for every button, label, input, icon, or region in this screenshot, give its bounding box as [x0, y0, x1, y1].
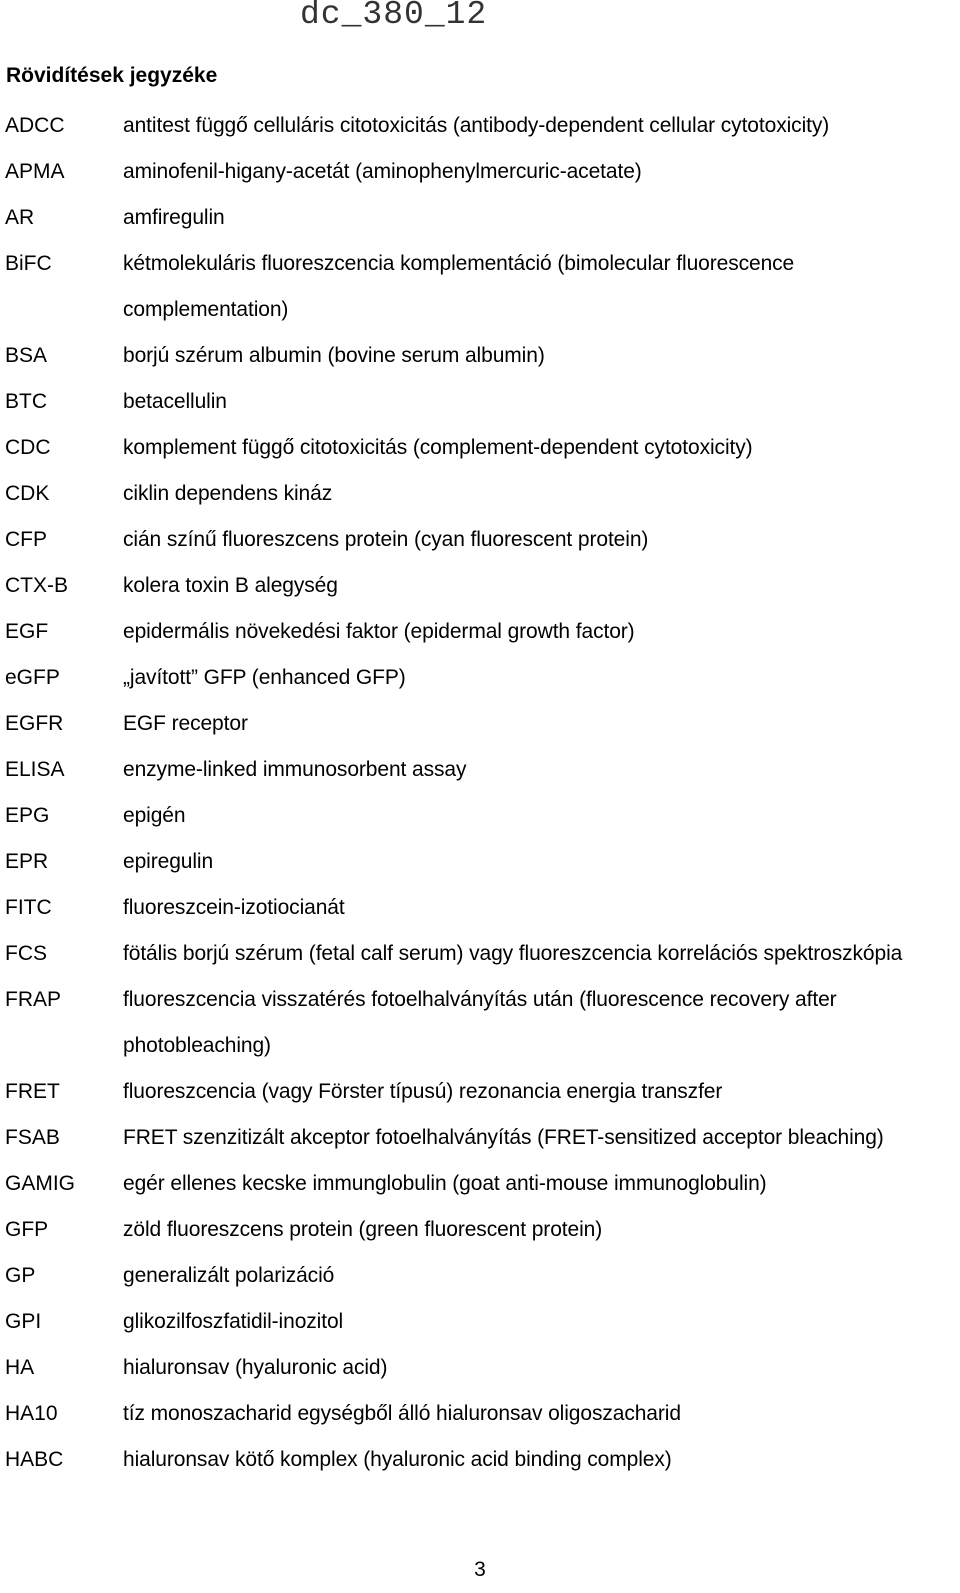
abbreviation-term: GAMIG [5, 1172, 76, 1195]
abbreviation-row [0, 839, 960, 885]
abbreviation-term: ADCC [5, 114, 65, 137]
abbreviation-row [0, 747, 960, 793]
abbreviation-term: FCS [5, 942, 47, 965]
abbreviation-definition: amfiregulin [123, 206, 225, 229]
abbreviation-row [0, 885, 960, 931]
abbreviation-definition: epigén [123, 804, 186, 827]
abbreviation-definition: antitest függő celluláris citotoxicitás (antibody-dependent cellular cytotoxicity) [123, 114, 830, 137]
abbreviation-definition: FRET szenzitizált akceptor fotoelhalványítás (FRET-sensitized acceptor bleaching) [123, 1126, 884, 1149]
abbreviation-term: CTX-B [5, 574, 68, 597]
abbreviation-term: BiFC [5, 252, 52, 275]
abbreviation-term: BSA [5, 344, 48, 367]
abbreviation-row [0, 793, 960, 839]
abbreviation-definition: kétmolekuláris fluoreszcencia komplementáció (bimolecular fluorescence complementation) [123, 252, 795, 321]
abbreviation-term: AR [5, 206, 35, 229]
abbreviation-definition: fluoreszcencia (vagy Förster típusú) rezonancia energia transzfer [123, 1080, 723, 1103]
abbreviation-row [0, 333, 960, 379]
abbreviation-definition: zöld fluoreszcens protein (green fluorescent protein) [123, 1218, 603, 1241]
abbreviation-term: CDC [5, 436, 51, 459]
abbreviation-definition: epiregulin [123, 850, 214, 873]
abbreviation-term: CFP [5, 528, 47, 551]
abbreviation-term: eGFP [5, 666, 60, 689]
abbreviation-row [0, 517, 960, 563]
abbreviation-row [0, 103, 960, 149]
abbreviation-row [0, 655, 960, 701]
abbreviation-definition: enzyme-linked immunosorbent assay [123, 758, 467, 781]
abbreviation-definition: epidermális növekedési faktor (epidermal growth factor) [123, 620, 635, 643]
abbreviation-definition: fötális borjú szérum (fetal calf serum) vagy fluoreszcencia korrelációs spektroszkópia [123, 942, 903, 965]
abbreviation-definition: komplement függő citotoxicitás (complement-dependent cytotoxicity) [123, 436, 753, 459]
abbreviation-row [0, 931, 960, 977]
abbreviation-row [0, 1299, 960, 1345]
abbreviation-definition: „javított” GFP (enhanced GFP) [123, 666, 406, 689]
abbreviation-term: GPI [5, 1310, 42, 1333]
abbreviation-row [0, 977, 960, 1069]
abbreviation-definition: EGF receptor [123, 712, 248, 735]
abbreviation-row [0, 1161, 960, 1207]
abbreviation-list [0, 103, 960, 1483]
abbreviation-row [0, 1253, 960, 1299]
abbreviation-definition: fluoreszcencia visszatérés fotoelhalványítás után (fluorescence recovery after photobleaching) [123, 988, 837, 1057]
abbreviation-row [0, 1207, 960, 1253]
page-number: 3 [474, 1558, 486, 1581]
abbreviation-definition: aminofenil-higany-acetát (aminophenylmercuric-acetate) [123, 160, 642, 183]
abbreviation-row [0, 701, 960, 747]
abbreviation-term: HA10 [5, 1402, 58, 1425]
abbreviation-definition: fluoreszcein-izotiocianát [123, 896, 345, 919]
abbreviation-term: HA [5, 1356, 35, 1379]
abbreviation-definition: ciklin dependens kináz [123, 482, 333, 505]
abbreviation-term: HABC [5, 1448, 64, 1471]
abbreviation-row [0, 1391, 960, 1437]
abbreviation-term: FITC [5, 896, 52, 919]
abbreviation-row [0, 241, 960, 333]
abbreviation-row [0, 1069, 960, 1115]
abbreviation-row [0, 425, 960, 471]
abbreviation-row [0, 471, 960, 517]
abbreviation-row [0, 1345, 960, 1391]
abbreviation-definition: betacellulin [123, 390, 227, 413]
abbreviation-term: EGF [5, 620, 49, 643]
abbreviation-term: BTC [5, 390, 47, 413]
abbreviation-definition: borjú szérum albumin (bovine serum albumin) [123, 344, 545, 367]
abbreviation-definition: egér ellenes kecske immunglobulin (goat anti-mouse immunoglobulin) [123, 1172, 767, 1195]
abbreviation-term: FRET [5, 1080, 60, 1103]
abbreviation-term: EPR [5, 850, 49, 873]
abbreviation-term: GP [5, 1264, 36, 1287]
abbreviation-row [0, 1437, 960, 1483]
abbreviation-row [0, 195, 960, 241]
abbreviation-definition: kolera toxin B alegység [123, 574, 338, 597]
abbreviation-row [0, 1115, 960, 1161]
abbreviation-term: CDK [5, 482, 50, 505]
abbreviation-definition: tíz monoszacharid egységből álló hialuronsav oligoszacharid [123, 1402, 681, 1425]
abbreviation-definition: hialuronsav (hyaluronic acid) [123, 1356, 388, 1379]
abbreviation-list-title: Rövidítések jegyzéke [6, 64, 218, 87]
abbreviation-term: EPG [5, 804, 50, 827]
abbreviation-term: EGFR [5, 712, 64, 735]
abbreviation-term: APMA [5, 160, 65, 183]
abbreviation-row [0, 149, 960, 195]
abbreviation-definition: glikozilfoszfatidil-inozitol [123, 1310, 344, 1333]
abbreviation-row [0, 379, 960, 425]
abbreviation-term: FRAP [5, 988, 62, 1011]
abbreviation-row [0, 563, 960, 609]
document-code-header: dc_380_12 [300, 0, 488, 33]
abbreviation-row [0, 609, 960, 655]
abbreviation-definition: cián színű fluoreszcens protein (cyan fluorescent protein) [123, 528, 649, 551]
abbreviation-term: FSAB [5, 1126, 60, 1149]
abbreviation-definition: hialuronsav kötő komplex (hyaluronic acid binding complex) [123, 1448, 672, 1471]
abbreviation-term: GFP [5, 1218, 49, 1241]
abbreviation-term: ELISA [5, 758, 65, 781]
abbreviation-definition: generalizált polarizáció [123, 1264, 335, 1287]
